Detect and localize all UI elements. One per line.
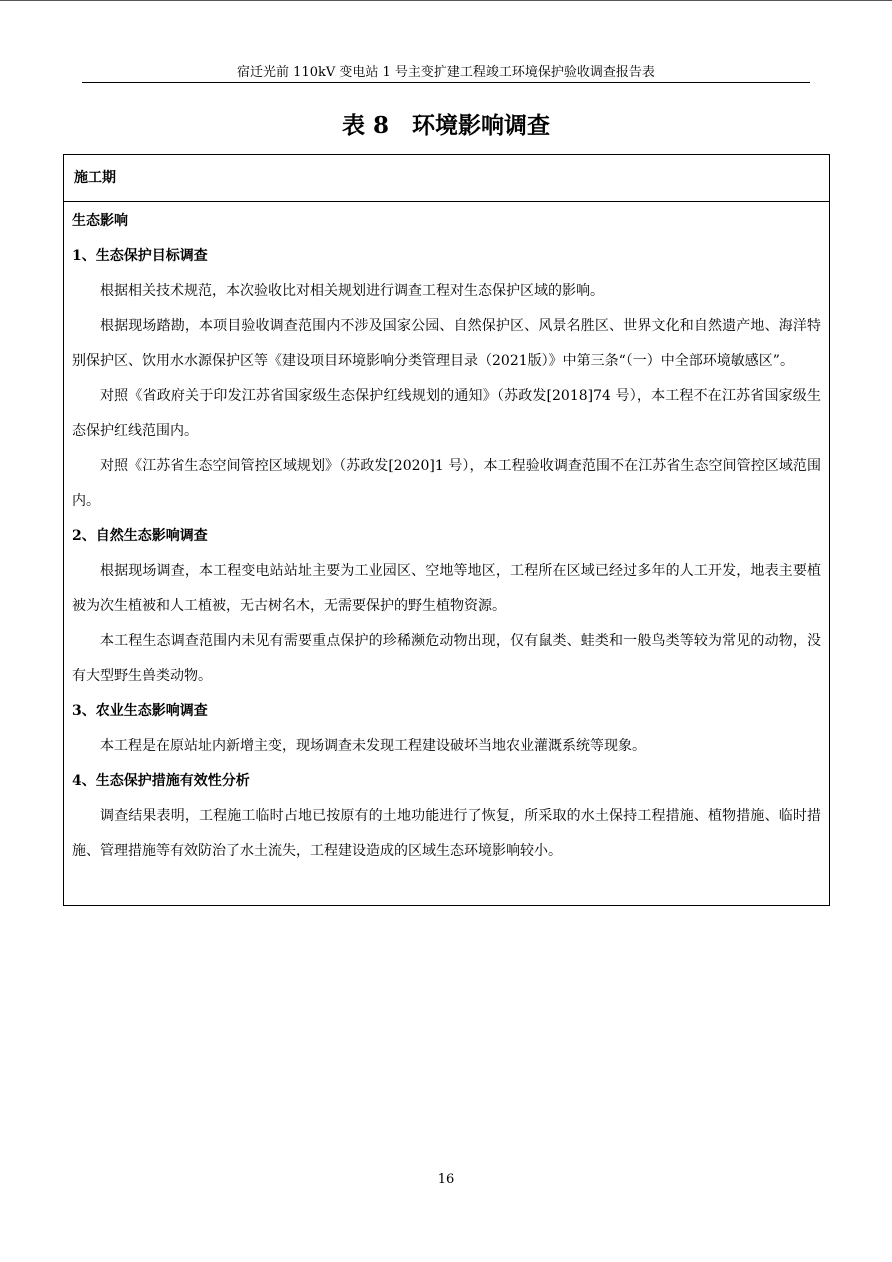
page-top-border [0, 0, 892, 1]
body-paragraph: 调查结果表明，工程施工临时占地已按原有的土地功能进行了恢复，所采取的水土保持工程措施、植物措施、临时措施、管理措施等有效防治了水土流失，工程建设造成的区域生态环境影响较小。 [72, 808, 821, 859]
heading-natural-ecology-survey: 2、自然生态影响调查 [72, 528, 208, 544]
body-paragraph: 对照《省政府关于印发江苏省国家级生态保护红线规划的通知》（苏政发[2018]74 号），本工程不在江苏省国家级生态保护红线范围内。 [72, 388, 821, 439]
body-paragraph: 根据相关技术规范，本次验收比对相关规划进行调查工程对生态保护区域的影响。 [100, 283, 604, 299]
body-paragraph: 本工程是在原站址内新增主变，现场调查未发现工程建设破坏当地农业灌溉系统等现象。 [100, 738, 646, 754]
table-title: 表 8 环境影响调查 [341, 112, 550, 139]
heading-agricultural-ecology-survey: 3、农业生态影响调查 [72, 703, 208, 719]
survey-table [63, 154, 830, 906]
heading-measures-effectiveness: 4、生态保护措施有效性分析 [72, 773, 250, 789]
body-paragraph: 根据现场调查，本工程变电站站址主要为工业园区、空地等地区，工程所在区域已经过多年的人工开发，地表主要植被为次生植被和人工植被，无古树名木，无需要保护的野生植物资源。 [72, 563, 821, 614]
body-paragraph: 对照《江苏省生态空间管控区域规划》（苏政发[2020]1 号），本工程验收调查范围不在江苏省生态空间管控区域范围内。 [72, 458, 821, 509]
heading-ecological-impact: 生态影响 [72, 213, 128, 229]
section-content [64, 202, 829, 869]
header-rule [82, 82, 810, 83]
body-paragraph: 本工程生态调查范围内未见有需要重点保护的珍稀濒危动物出现，仅有鼠类、蛙类和一般鸟类等较为常见的动物，没有大型野生兽类动物。 [72, 633, 821, 684]
running-header: 宿迁光前 110kV 变电站 1 号主变扩建工程竣工环境保护验收调查报告表 [237, 65, 655, 80]
page-number: 16 [437, 1172, 455, 1187]
body-paragraph: 根据现场踏勘，本项目验收调查范围内不涉及国家公园、自然保护区、风景名胜区、世界文化和自然遗产地、海洋特别保护区、饮用水水源保护区等《建设项目环境影响分类管理目录（2021版）》中第三条“（一）中全部环境敏感区”。 [72, 318, 821, 369]
section-header-construction-period: 施工期 [64, 155, 829, 202]
heading-protection-target-survey: 1、生态保护目标调查 [72, 248, 208, 264]
